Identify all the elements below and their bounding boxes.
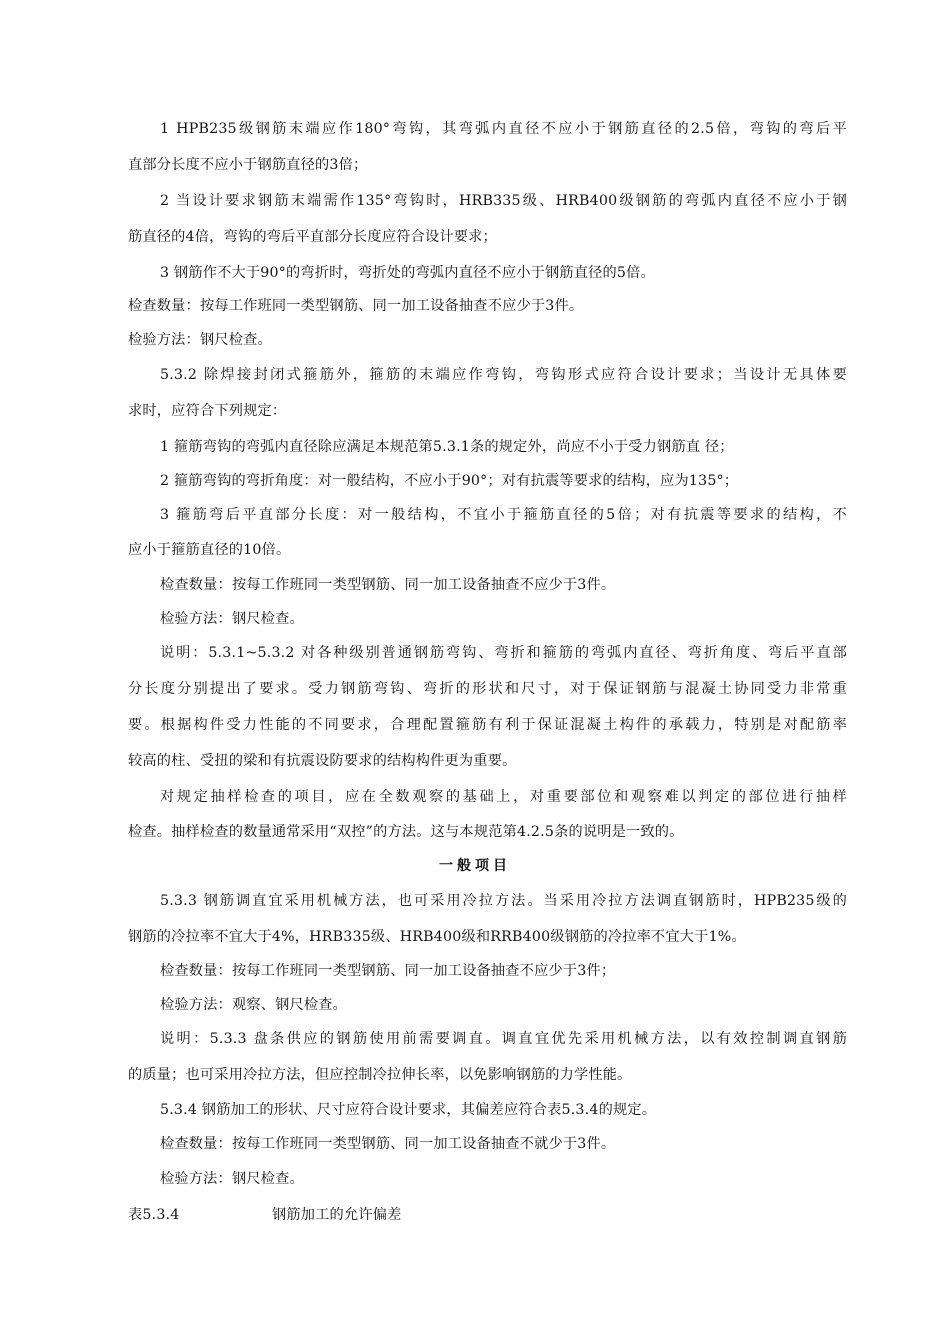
paragraph-line: 要。根据构件受力性能的不同要求，合理配置箍筋有利于保证混凝土构件的承载力，特别是对配筋率 xyxy=(128,717,847,733)
paragraph-line: 3 箍筋弯后平直部分长度：对一般结构，不宜小于箍筋直径的5倍；对有抗震等要求的结构，不 xyxy=(160,507,847,523)
paragraph-line: 5.3.3 钢筋调直宜采用机械方法，也可采用冷拉方法。当采用冷拉方法调直钢筋时，HPB235级的 xyxy=(160,893,847,909)
paragraph-line: 分长度分别提出了要求。受力钢筋弯钩、弯折的形状和尺寸，对于保证钢筋与混凝土协同受力非常重 xyxy=(128,681,847,697)
section-heading: 一般项目 xyxy=(439,858,511,874)
paragraph-line: 检查数量：按每工作班同一类型钢筋、同一加工设备抽查不应少于3件。 xyxy=(128,298,584,314)
paragraph-line: 5.3.2 除焊接封闭式箍筋外，箍筋的末端应作弯钩，弯钩形式应符合设计要求；当设计无具体要 xyxy=(160,367,847,383)
paragraph-line: 筋直径的4倍，弯钩的弯后平直部分长度应符合设计要求； xyxy=(128,229,497,245)
paragraph-line: 的质量；也可采用冷拉方法，但应控制冷拉伸长率，以免影响钢筋的力学性能。 xyxy=(128,1067,632,1083)
paragraph-line: 检验方法：钢尺检查。 xyxy=(160,1171,304,1187)
paragraph-line: 2 当设计要求钢筋末端需作135°弯钩时，HRB335级、HRB400级钢筋的弯弧内直径不应小于钢 xyxy=(160,193,847,209)
paragraph-line: 检验方法：观察、钢尺检查。 xyxy=(160,997,348,1013)
paragraph-line: 检查。抽样检查的数量通常采用“双控”的方法。这与本规范第4.2.5条的说明是一致的。 xyxy=(128,824,684,840)
paragraph-line: 直部分长度不应小于钢筋直径的3倍； xyxy=(128,157,368,173)
paragraph-line: 较高的柱、受扭的梁和有抗震设防要求的结构构件更为重要。 xyxy=(128,753,517,769)
table-number: 表5.3.4 xyxy=(128,1207,180,1223)
paragraph-line: 2 箍筋弯钩的弯折角度：对一般结构，不应小于90°；对有抗震等要求的结构，应为135°； xyxy=(160,473,739,489)
paragraph-line: 5.3.4 钢筋加工的形状、尺寸应符合设计要求，其偏差应符合表5.3.4的规定。 xyxy=(160,1102,657,1118)
paragraph-line: 检查数量：按每工作班同一类型钢筋、同一加工设备抽查不就少于3件。 xyxy=(160,1136,616,1152)
paragraph-line: 检查数量：按每工作班同一类型钢筋、同一加工设备抽查不应少于3件； xyxy=(160,963,616,979)
table-title: 钢筋加工的允许偏差 xyxy=(272,1207,402,1223)
paragraph-line: 说明：5.3.1~5.3.2 对各种级别普通钢筋弯钩、弯折和箍筋的弯弧内直径、弯折角度、弯后平直部 xyxy=(160,645,847,661)
paragraph-line: 3 钢筋作不大于90°的弯折时，弯折处的弯弧内直径不应小于钢筋直径的5倍。 xyxy=(160,265,655,281)
paragraph-line: 对规定抽样检查的项目，应在全数观察的基础上，对重要部位和观察难以判定的部位进行抽样 xyxy=(160,789,847,805)
paragraph-line: 钢筋的冷拉率不宜大于4%，HRB335级、HRB400级和RRB400级钢筋的冷拉率不宜大于1%。 xyxy=(128,929,746,945)
paragraph-line: 1 HPB235级钢筋末端应作180°弯钩，其弯弧内直径不应小于钢筋直径的2.5倍，弯钩的弯后平 xyxy=(160,121,847,137)
paragraph-line: 说明：5.3.3 盘条供应的钢筋使用前需要调直。调直宜优先采用机械方法，以有效控制调直钢筋 xyxy=(160,1031,847,1047)
paragraph-line: 检验方法：钢尺检查。 xyxy=(128,332,272,348)
paragraph-line: 检验方法：钢尺检查。 xyxy=(160,611,304,627)
paragraph-line: 应小于箍筋直径的10倍。 xyxy=(128,542,291,558)
paragraph-line: 1 箍筋弯钩的弯弧内直径除应满足本规范第5.3.1条的规定外，尚应不小于受力钢筋直 径； xyxy=(160,439,734,455)
paragraph-line: 检查数量：按每工作班同一类型钢筋、同一加工设备抽查不应少于3件。 xyxy=(160,577,616,593)
paragraph-line: 求时，应符合下列规定： xyxy=(128,403,287,419)
